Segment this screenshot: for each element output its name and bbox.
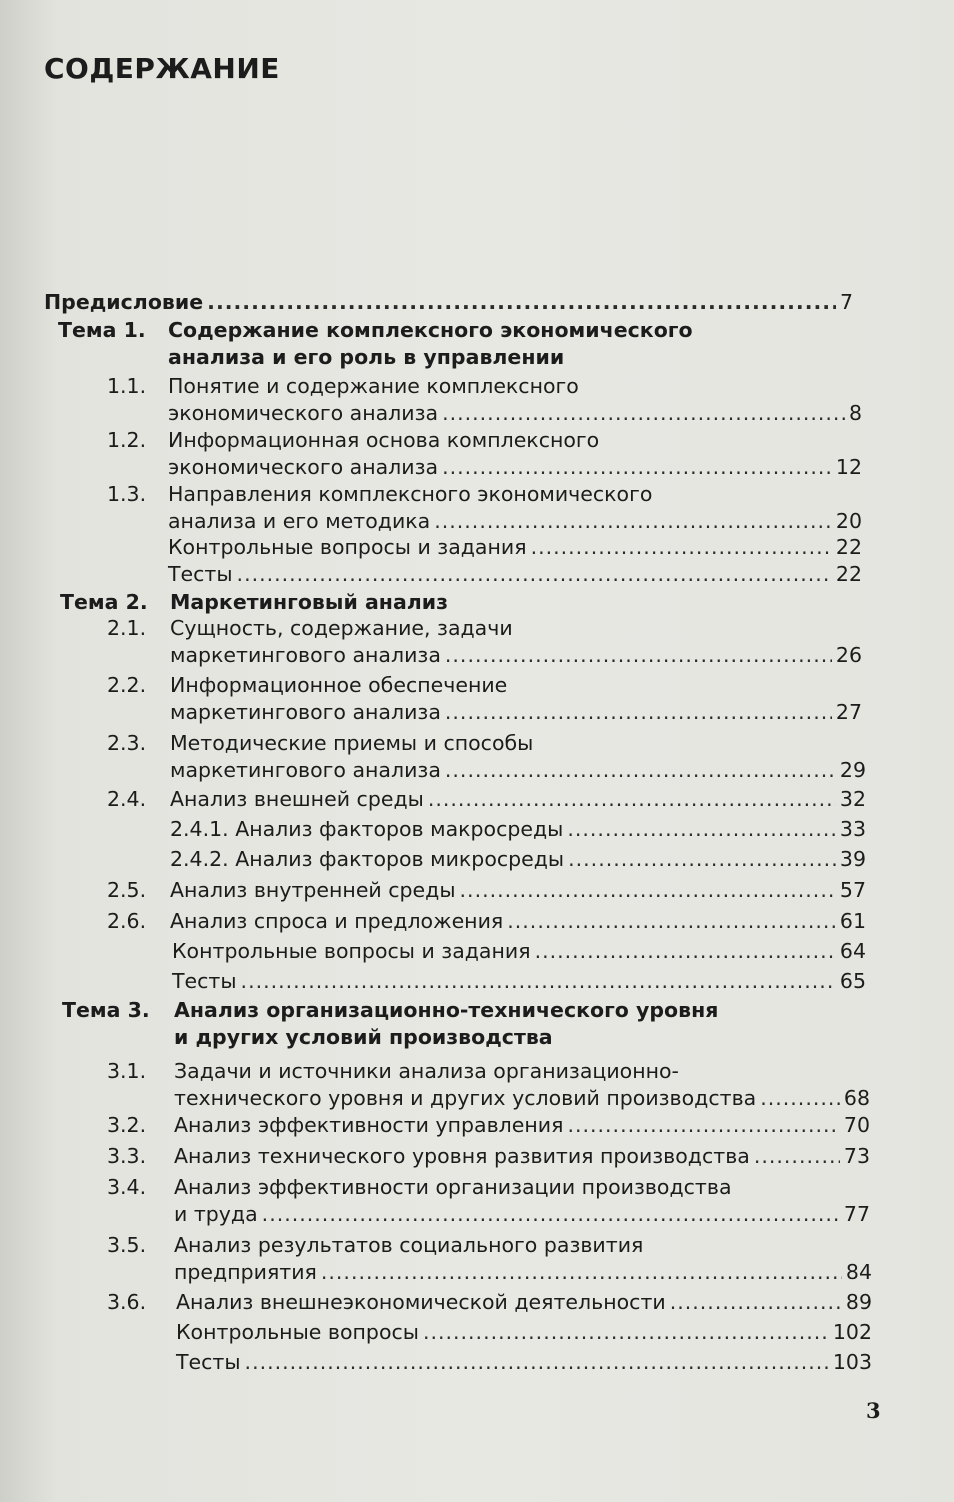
toc-entry-page: 57 — [839, 878, 866, 902]
dot-leader — [262, 1202, 840, 1226]
toc-entry-number: Тема 2. — [60, 590, 148, 614]
toc-entry-page: 84 — [845, 1260, 872, 1284]
toc-entry-page: 68 — [843, 1086, 870, 1110]
toc-entry-number: 2.5. — [107, 878, 147, 902]
toc-entry-line — [170, 878, 866, 902]
toc-entry-page: 7 — [839, 290, 853, 314]
toc-entry-number: 2.1. — [107, 616, 147, 640]
toc-entry-title: Анализ внешнеэкономической деятельности — [176, 1290, 666, 1314]
dot-leader — [531, 535, 832, 559]
toc-entry-title: Направления комплексного экономического — [168, 482, 653, 506]
toc-entry-page: 39 — [839, 847, 866, 871]
dot-leader — [754, 1144, 840, 1168]
toc-entry-line — [176, 1320, 872, 1344]
toc-entry-title: и других условий производства — [174, 1025, 553, 1049]
toc-entry-title: анализа и его роль в управлении — [168, 345, 565, 369]
toc-entry-number: 1.2. — [107, 428, 147, 452]
toc-entry-page: 73 — [843, 1144, 870, 1168]
toc-entry-line — [174, 1202, 870, 1226]
toc-entry-number: 3.5. — [107, 1233, 147, 1257]
toc-entry-line — [168, 509, 862, 533]
toc-entry-line — [176, 1350, 872, 1374]
toc-entry-title: Методические приемы и способы — [170, 731, 534, 755]
toc-entry-title: маркетингового анализа — [170, 643, 441, 667]
toc-entry-page: 12 — [835, 455, 862, 479]
toc-entry-title: Информационное обеспечение — [170, 673, 508, 697]
toc-entry-title: Контрольные вопросы и задания — [172, 939, 531, 963]
toc-entry-title: Информационная основа комплексного — [168, 428, 600, 452]
toc-entry-page: 77 — [843, 1202, 870, 1226]
toc-entry-line — [170, 909, 866, 933]
toc-entry-title: экономического анализа — [168, 455, 439, 479]
toc-entry-line — [172, 939, 866, 963]
toc-entry-number: 1.1. — [107, 374, 147, 398]
toc-entry-page: 89 — [845, 1290, 872, 1314]
toc-entry-title: Задачи и источники анализа организационно- — [174, 1059, 679, 1083]
toc-entry-page: 65 — [839, 969, 866, 993]
toc-entry-title: анализа и его методика — [168, 509, 431, 533]
toc-entry-title: 2.4.1. Анализ факторов макросреды — [170, 817, 564, 841]
toc-entry-page: 70 — [843, 1113, 870, 1137]
toc-entry-title: Сущность, содержание, задачи — [170, 616, 513, 640]
dot-leader — [237, 562, 832, 586]
dot-leader — [423, 1320, 829, 1344]
toc-entry-title: Тесты — [176, 1350, 241, 1374]
toc-entry-title: Контрольные вопросы и задания — [168, 535, 527, 559]
toc-entry-number: 3.1. — [107, 1059, 147, 1083]
toc-entry-title: Анализ технического уровня развития производства — [174, 1144, 750, 1168]
toc-entry-line — [174, 1086, 870, 1110]
toc-entry-title: Тесты — [172, 969, 237, 993]
toc-entry-number: Тема 1. — [58, 318, 146, 342]
dot-leader — [460, 878, 836, 902]
toc-entry-number: 1.3. — [107, 482, 147, 506]
dot-leader — [567, 817, 836, 841]
toc-entry-title: Анализ внешней среды — [170, 787, 424, 811]
toc-entry-number: 2.6. — [107, 909, 147, 933]
dot-leader — [670, 1290, 842, 1314]
dot-leader — [568, 847, 836, 871]
toc-entry-title: Анализ организационно-технического уровня — [174, 998, 719, 1022]
toc-entry-title: экономического анализа — [168, 401, 439, 425]
toc-entry-number: 3.6. — [107, 1290, 147, 1314]
dot-leader — [507, 909, 836, 933]
toc-entry-number: 3.4. — [107, 1175, 147, 1199]
toc-entry-line — [170, 758, 866, 782]
toc-entry-title: Предисловие — [44, 290, 204, 314]
toc-entry-title: Понятие и содержание комплексного — [168, 374, 579, 398]
dot-leader — [445, 643, 832, 667]
toc-entry-line — [170, 817, 866, 841]
toc-entry-number: 2.4. — [107, 787, 147, 811]
page-title: СОДЕРЖАНИЕ — [44, 52, 280, 85]
toc-entry-page: 103 — [832, 1350, 872, 1374]
toc-entry-line — [168, 401, 862, 425]
dot-leader — [428, 787, 836, 811]
toc-entry-line — [170, 847, 866, 871]
toc-entry-title: предприятия — [174, 1260, 317, 1284]
dot-leader — [760, 1086, 840, 1110]
toc-entry-title: маркетингового анализа — [170, 758, 441, 782]
toc-entry-title: Анализ эффективности управления — [174, 1113, 564, 1137]
toc-entry-line — [174, 1113, 870, 1137]
dot-leader — [535, 939, 836, 963]
toc-entry-title: Анализ внутренней среды — [170, 878, 456, 902]
toc-entry-line — [174, 1260, 872, 1284]
dot-leader — [442, 401, 845, 425]
toc-entry-page: 26 — [835, 643, 862, 667]
toc-entry-page: 20 — [835, 509, 862, 533]
dot-leader — [207, 290, 836, 314]
toc-entry-number: Тема 3. — [62, 998, 150, 1022]
toc-entry-page: 33 — [839, 817, 866, 841]
dot-leader — [445, 700, 832, 724]
toc-entry-line — [170, 643, 862, 667]
toc-entry-title: Тесты — [168, 562, 233, 586]
toc-entry-line — [44, 290, 853, 314]
toc-entry-title: Анализ эффективности организации производства — [174, 1175, 732, 1199]
toc-entry-number: 2.2. — [107, 673, 147, 697]
dot-leader — [241, 969, 836, 993]
toc-entry-title: 2.4.2. Анализ факторов микросреды — [170, 847, 565, 871]
toc-entry-page: 8 — [848, 401, 862, 425]
toc-entry-line — [172, 969, 866, 993]
toc-entry-page: 102 — [832, 1320, 872, 1344]
toc-entry-line — [168, 562, 862, 586]
toc-entry-page: 64 — [839, 939, 866, 963]
toc-entry-page: 29 — [839, 758, 866, 782]
toc-entry-number: 2.3. — [107, 731, 147, 755]
toc-entry-page: 32 — [839, 787, 866, 811]
toc-entry-title: технического уровня и других условий производства — [174, 1086, 757, 1110]
toc-entry-title: и труда — [174, 1202, 258, 1226]
page-number: 3 — [866, 1398, 881, 1423]
dot-leader — [445, 758, 836, 782]
toc-entry-line — [168, 455, 862, 479]
toc-entry-line — [170, 787, 866, 811]
toc-entry-title: Анализ результатов социального развития — [174, 1233, 644, 1257]
toc-entry-title: Маркетинговый анализ — [170, 590, 449, 614]
toc-entry-number: 3.2. — [107, 1113, 147, 1137]
dot-leader — [245, 1350, 829, 1374]
toc-entry-number: 3.3. — [107, 1144, 147, 1168]
toc-entry-title: Содержание комплексного экономического — [168, 318, 693, 342]
toc-entry-line — [168, 535, 862, 559]
toc-entry-page: 22 — [835, 562, 862, 586]
toc-entry-title: Анализ спроса и предложения — [170, 909, 504, 933]
toc-entry-page: 61 — [839, 909, 866, 933]
dot-leader — [434, 509, 832, 533]
toc-entry-title: Контрольные вопросы — [176, 1320, 419, 1344]
toc-entry-line — [170, 700, 862, 724]
toc-entry-line — [176, 1290, 872, 1314]
toc-entry-title: маркетингового анализа — [170, 700, 441, 724]
toc-entry-page: 22 — [835, 535, 862, 559]
toc-entry-line — [174, 1144, 870, 1168]
dot-leader — [442, 455, 832, 479]
toc-entry-page: 27 — [835, 700, 862, 724]
dot-leader — [321, 1260, 842, 1284]
dot-leader — [567, 1113, 839, 1137]
